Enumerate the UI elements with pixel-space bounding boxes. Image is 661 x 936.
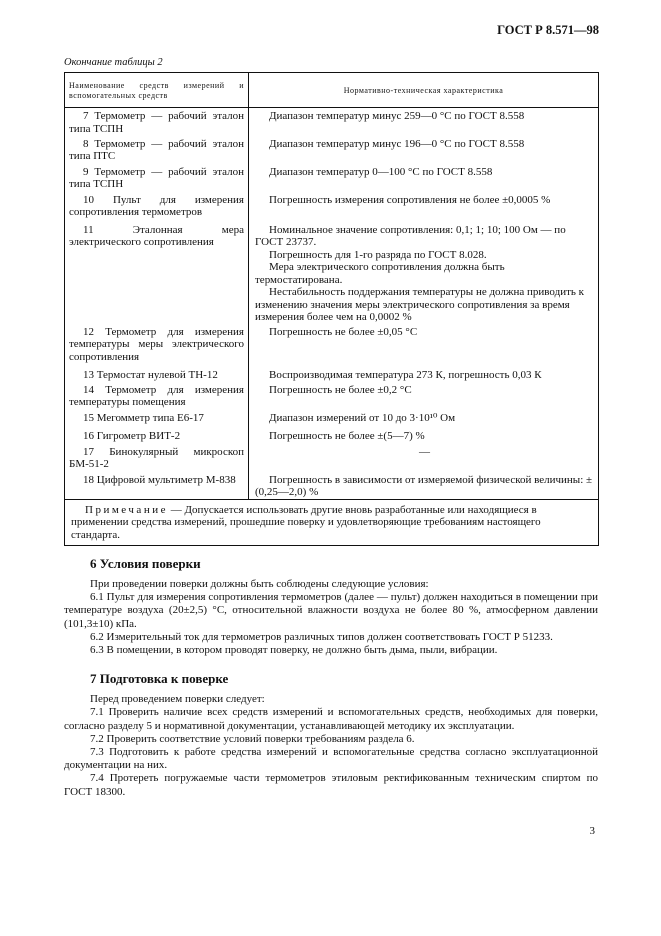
equipment-spec	[249, 324, 599, 367]
equipment-name: 8 Термометр — рабочий эталон типа ПТС	[65, 136, 249, 164]
column-header-name: Наименование средств измерений и вспомогательных средств	[65, 73, 249, 108]
equipment-name: 17 Бинокулярный микроскоп БМ-51-2	[65, 444, 249, 472]
spec-line: —	[419, 445, 430, 458]
spec-line: Погрешность измерения сопротивления не более ±0,0005 %	[269, 193, 551, 206]
spec-line: Погрешность для 1-го разряда по ГОСТ 8.028.	[269, 248, 487, 261]
paragraph: При проведении поверки должны быть соблюдены следующие условия:	[90, 578, 429, 590]
section-heading: 6 Условия поверки	[90, 556, 201, 571]
table-row	[65, 108, 599, 136]
section-heading: 7 Подготовка к поверке	[90, 671, 229, 687]
equipment-name: 16 Гигрометр ВИТ-2	[65, 428, 249, 444]
spec-line: Номинальное значение сопротивления: 0,1; 1; 10; 100 Ом — по ГОСТ 23737.	[255, 223, 566, 248]
table-row	[65, 367, 599, 382]
table-caption: Окончание таблицы 2	[64, 57, 163, 68]
equipment-spec	[249, 108, 599, 136]
equipment-spec	[249, 410, 599, 428]
spec-line: Погрешность не более ±0,05 °С	[269, 325, 418, 338]
document-content	[64, 0, 599, 857]
equipment-name: 7 Термометр — рабочий эталон типа ТСПН	[65, 108, 249, 136]
equipment-name: 12 Термометр для измерения температуры меры электрического сопротивления	[65, 324, 249, 367]
paragraph: Перед проведением поверки следует:	[90, 693, 265, 706]
equipment-name: 14 Термометр для измерения температуры помещения	[65, 382, 249, 410]
document-header: ГОСТ Р 8.571—98	[497, 23, 599, 37]
table-row	[65, 444, 599, 472]
equipment-name: 15 Мегомметр типа Е6-17	[65, 410, 249, 428]
equipment-spec	[249, 222, 599, 324]
table-note-row	[65, 499, 599, 546]
equipment-name: 11 Эталонная мера электрического сопротивления	[65, 222, 249, 324]
paragraph: 6.3 В помещении, в котором проводят поверку, не должно быть дыма, пыли, вибрации.	[90, 644, 498, 657]
paragraph: 7.3 Подготовить к работе средства измерений и вспомогательные средства согласно эксплуатационной документации на них.	[64, 746, 598, 772]
spec-line: Нестабильность поддержания температуры не должна приводить к изменению значения меры электрического сопротивления за время измерения более чем на 0,0002 %	[255, 286, 584, 323]
equipment-spec	[249, 192, 599, 222]
equipment-name: 9 Термометр — рабочий эталон типа ТСПН	[65, 164, 249, 192]
spec-line: Воспроизводимая температура 273 К, погрешность 0,03 К	[269, 368, 542, 381]
equipment-spec	[249, 472, 599, 500]
equipment-spec	[249, 136, 599, 164]
spec-line: Погрешность не более ±0,2 °С	[269, 383, 412, 396]
table-row	[65, 192, 599, 222]
paragraph: 6.1 Пульт для измерения сопротивления термометров (далее — пульт) должен находиться в помещении при температуре воздуха (20±2,5) °С, относительной влажности воздуха не более 80 %, атмосферном давлении (101,3±10) кПа.	[64, 591, 598, 630]
spec-line: Погрешность в зависимости от измеряемой физической величины: ±(0,25—2,0) %	[255, 473, 593, 498]
equipment-spec	[249, 382, 599, 410]
table-row	[65, 382, 599, 410]
paragraph: 7.2 Проверить соответствие условий поверки требованиям раздела 6.	[90, 732, 415, 745]
paragraph: 6.2 Измерительный ток для термометров различных типов должен соответствовать ГОСТ Р 51233.	[90, 630, 553, 643]
page-number: 3	[589, 824, 595, 837]
note-text: — Допускается использовать другие вновь разработанные или находящиеся в применении средства измерений, прошедшие поверку и удовлетворяющие требованиям настоящего стандарта.	[71, 503, 541, 541]
equipment-spec	[249, 164, 599, 192]
table-row	[65, 472, 599, 500]
table-row	[65, 428, 599, 444]
equipment-name: 13 Термостат нулевой ТН-12	[65, 367, 249, 382]
document-body	[64, 556, 598, 799]
note-label: Примечание	[85, 503, 168, 516]
paragraph: 7.1 Проверить наличие всех средств измерений и вспомогательных средств, необходимых для поверки, согласно разделу 5 и нормативной документации, устанавливающей методику их эксплуатации.	[64, 706, 598, 732]
equipment-table	[64, 72, 599, 546]
equipment-spec	[249, 428, 599, 444]
spec-line: Диапазон измерений от 10 до 3·10¹⁰ Ом	[269, 411, 456, 424]
spec-line: Диапазон температур минус 259—0 °С по ГОСТ 8.558	[269, 110, 525, 122]
table-row	[65, 136, 599, 164]
table-note	[65, 499, 599, 546]
spec-line: Погрешность не более ±(5—7) %	[269, 429, 425, 442]
equipment-spec	[249, 444, 599, 472]
equipment-spec	[249, 367, 599, 382]
table-row	[65, 222, 599, 324]
table-row	[65, 410, 599, 428]
spec-line: Диапазон температур минус 196—0 °С по ГОСТ 8.558	[269, 137, 525, 150]
spec-line: Мера электрического сопротивления должна быть термостатирована.	[255, 261, 505, 286]
equipment-name: 18 Цифровой мультиметр М-838	[65, 472, 249, 500]
equipment-name: 10 Пульт для измерения сопротивления термометров	[65, 192, 249, 222]
table-row	[65, 164, 599, 192]
spec-line: Диапазон температур 0—100 °С по ГОСТ 8.558	[269, 165, 493, 178]
column-header-spec: Нормативно-техническая характеристика	[249, 73, 599, 108]
paragraph: 7.4 Протереть погружаемые части термометров этиловым ректификованным техническим спиртом по ГОСТ 18300.	[64, 772, 598, 798]
table-row	[65, 324, 599, 367]
